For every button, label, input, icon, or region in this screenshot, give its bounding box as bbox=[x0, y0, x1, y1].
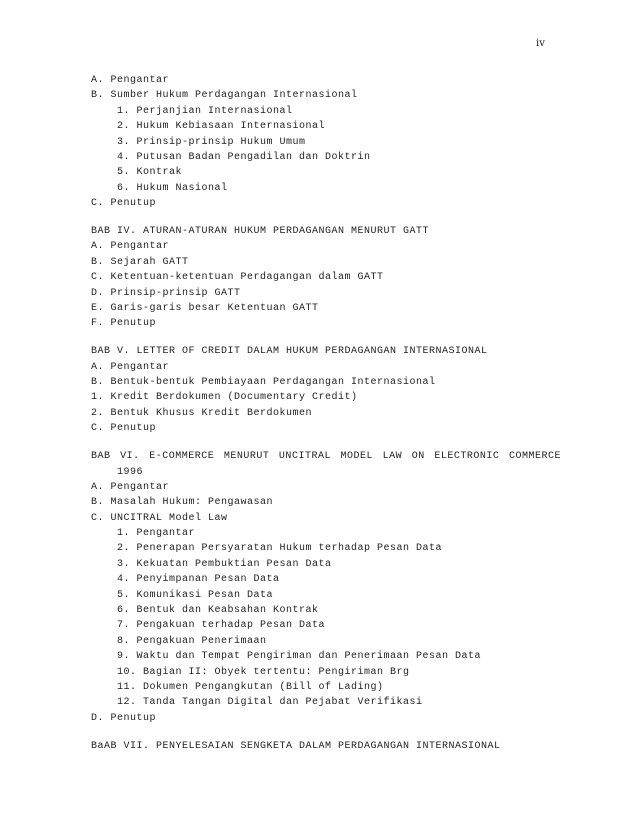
toc-subitem: 5. Komunikasi Pesan Data bbox=[117, 589, 274, 601]
toc-subitem: 8. Pengakuan Penerimaan bbox=[117, 635, 267, 647]
toc-item: D. Prinsip-prinsip GATT bbox=[91, 287, 241, 299]
spacer bbox=[91, 726, 561, 739]
toc-subitem: 6. Bentuk dan Keabsahan Kontrak bbox=[117, 605, 319, 617]
toc-item: C. Ketentuan-ketentuan Perdagangan dalam GATT bbox=[91, 272, 384, 284]
toc-item: C. Penutup bbox=[91, 198, 157, 210]
toc-subitem: 7. Pengakuan terhadap Pesan Data bbox=[117, 620, 326, 632]
toc-item: F. Penutup bbox=[91, 318, 157, 330]
chapter-5-title: BAB V. LETTER OF CREDIT DALAM HUKUM PERDAGANGAN INTERNASIONAL bbox=[91, 346, 488, 358]
toc-item: A. Pengantar bbox=[91, 481, 170, 493]
toc-item: A. Pengantar bbox=[91, 361, 170, 373]
toc-item: A. Pengantar bbox=[91, 241, 170, 253]
chapter-7-title: BaAB VII. PENYELESAIAN SENGKETA DALAM PERDAGANGAN INTERNASIONAL bbox=[91, 740, 501, 752]
toc-subitem: 1. Pengantar bbox=[117, 528, 196, 540]
toc-subitem: 3. Prinsip-prinsip Hukum Umum bbox=[117, 136, 306, 148]
toc-item: B. Sumber Hukum Perdagangan Internasional bbox=[91, 90, 358, 102]
spacer bbox=[91, 332, 561, 345]
toc-subitem: 11. Dokumen Pengangkutan (Bill of Lading) bbox=[117, 681, 384, 693]
spacer bbox=[91, 437, 561, 450]
toc-subitem: 4. Putusan Badan Pengadilan dan Doktrin bbox=[117, 151, 371, 163]
toc-subitem: 5. Kontrak bbox=[117, 167, 183, 179]
chapter-4-title: BAB IV. ATURAN-ATURAN HUKUM PERDAGANGAN MENURUT GATT bbox=[91, 226, 430, 238]
toc-subitem: 6. Hukum Nasional bbox=[117, 182, 228, 194]
toc-item: B. Masalah Hukum: Pengawasan bbox=[91, 497, 274, 509]
chapter-6-title-continuation: 1996 bbox=[117, 466, 144, 478]
toc-item: C. UNCITRAL Model Law bbox=[91, 512, 228, 524]
toc-item: B. Sejarah GATT bbox=[91, 256, 189, 268]
toc-subitem: 3. Kekuatan Pembuktian Pesan Data bbox=[117, 558, 332, 570]
toc-item: B. Bentuk-bentuk Pembiayaan Perdagangan Internasional bbox=[91, 377, 436, 389]
toc-subitem: 10. Bagian II: Obyek tertentu: Pengiriman Brg bbox=[117, 666, 410, 678]
toc-subitem: 2. Hukum Kebiasaan Internasional bbox=[117, 121, 326, 133]
toc-item: E. Garis-garis besar Ketentuan GATT bbox=[91, 302, 319, 314]
toc-subitem: 4. Penyimpanan Pesan Data bbox=[117, 574, 280, 586]
toc-item: D. Penutup bbox=[91, 712, 157, 724]
toc-item: 1. Kredit Berdokumen (Documentary Credit) bbox=[91, 392, 358, 404]
toc-subitem: 2. Penerapan Persyaratan Hukum terhadap Pesan Data bbox=[117, 543, 443, 555]
toc-item: A. Pengantar bbox=[91, 75, 170, 86]
table-of-contents bbox=[91, 73, 561, 754]
page-number: iv bbox=[536, 38, 545, 49]
toc-subitem: 12. Tanda Tangan Digital dan Pejabat Verifikasi bbox=[117, 697, 423, 709]
toc-item: C. Penutup bbox=[91, 423, 157, 435]
toc-subitem: 9. Waktu dan Tempat Pengiriman dan Penerimaan Pesan Data bbox=[117, 651, 482, 663]
chapter-6-title: BAB VI. E-COMMERCE MENURUT UNCITRAL MODEL LAW ON ELECTRONIC COMMERCE bbox=[91, 451, 561, 463]
toc-subitem: 1. Perjanjian Internasional bbox=[117, 105, 293, 117]
spacer bbox=[91, 212, 561, 225]
toc-item: 2. Bentuk Khusus Kredit Berdokumen bbox=[91, 407, 313, 419]
